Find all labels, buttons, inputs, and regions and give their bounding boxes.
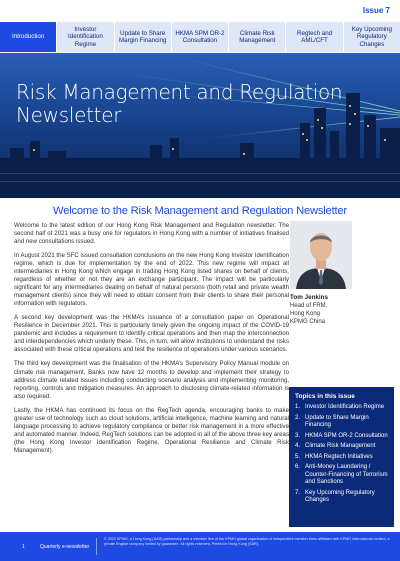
section-nav bbox=[0, 22, 400, 52]
topic-link[interactable]: 7. Key Upcoming Regulatory Changes bbox=[295, 489, 375, 503]
nav-tab-share-margin-financing[interactable]: Update to Share Margin Financing bbox=[115, 22, 172, 52]
nav-tab-hkma-spm[interactable]: HKMA SPM OR-2 Consultation bbox=[172, 22, 229, 52]
author-name: Tom Jenkins bbox=[290, 294, 329, 301]
topic-link[interactable]: 3. HKMA SPM OR-2 Consultation bbox=[295, 432, 388, 439]
hero-banner bbox=[0, 53, 400, 198]
nav-tab-introduction[interactable]: Introduction bbox=[0, 22, 57, 52]
footer-divider bbox=[96, 538, 97, 555]
nav-tab-investor-identification[interactable]: Investor Identification Regime bbox=[57, 22, 114, 52]
paragraph: Lastly, the HKMA has continued its focus on the RegTech agenda, encouraging banks to make greater use of technology such as cloud solutions, artificial intelligence, machine learning and natural language processing to achieve regulatory compliance or better risk management in a more effective and automated manner. Indeed, RegTech solutions can be adopted in all of the above three key areas (the Hong Kong Investor Identification Regime, Operational Resilience and Climate Risk Management). bbox=[14, 406, 289, 454]
topics-heading: Topics in this issue bbox=[295, 393, 355, 400]
footer-label: Quarterly e-newsletter bbox=[40, 544, 90, 550]
author-role: Head of FRM, Hong Kong KPMG China bbox=[290, 303, 328, 325]
nav-tab-regtech-aml[interactable]: Regtech and AML/CFT bbox=[286, 22, 343, 52]
nav-tab-regulatory-changes[interactable]: Key Upcoming Regulatory Changes bbox=[344, 22, 400, 52]
author-photo bbox=[290, 221, 352, 289]
topic-link[interactable]: 6. Anti-Money Laundering / Counter-Financing of Terrorism and Sanctions bbox=[295, 464, 388, 485]
article-body bbox=[14, 222, 289, 461]
welcome-heading: Welcome to the Risk Management and Regulation Newsletter bbox=[53, 205, 347, 217]
topic-link[interactable]: 2. Update to Share Margin Financing bbox=[295, 414, 369, 428]
paragraph: Welcome to the latest edition of our Hong Kong Risk Management and Regulation newsletter. The second half of 2021 was a busy one for regulators in Hong Kong with a number of initiatives finalised and new consultations issued. bbox=[14, 222, 289, 246]
page-number: 1 bbox=[22, 544, 25, 550]
paragraph: The third key development was the finalisation of the HKMA’s Supervisory Policy Manual module on climate risk management. Banks now have 12 months to develop and implement their strategy to address climate related issues including conducting scenario analysis and implementing monitoring, reporting, controls and mitigation measures. An approach to disclosing climate-related information is also required. bbox=[14, 360, 289, 400]
topics-box bbox=[289, 387, 394, 527]
issue-number: Issue 7 bbox=[362, 6, 390, 15]
topic-link[interactable]: 4. Climate Risk Management bbox=[295, 443, 376, 449]
footer-bar bbox=[0, 532, 400, 561]
paragraph: In August 2021 the SFC issued consultation conclusions on the new Hong Kong Investor Identification regime, which is due for implementation by the end of 2022. This new regime will impact all intermediaries in Hong Kong which engage in trading Hong Kong listed shares on behalf of clients, regardless of whether or not they are an exchange participant. The impact will be particularly significant for any intermediaries dealing on behalf of natural persons (both retail and private wealth management clients) since they will need to obtain consent from their clients to share their personal information with regulators. bbox=[14, 252, 289, 308]
footer-legal: © 2022 KPMG, a Hong Kong (SAR) partnership and a member firm of the KPMG global organisation of independent member firms affiliated with KPMG International Limited, a private English company limited by guarantee. All rights reserved. Printed in Hong Kong (SAR). bbox=[104, 537, 390, 546]
nav-tab-climate-risk[interactable]: Climate Risk Management bbox=[229, 22, 286, 52]
paragraph: A second key development was the HKMA’s issuance of a consultation paper on Operational Resilience in December 2021. This is particularly timely given the ongoing impact of the COVID-19 pandemic and includes a requirement to identify critical operations and then map the interconnection and interdependencies which underly these. This, in turn, will allow institutions to understand the risks associated with these critical operations and test the resilience of operations under various scenarios. bbox=[14, 314, 289, 354]
newsletter-title: Risk Management and Regulation Newsletter bbox=[16, 80, 343, 127]
topic-link[interactable]: 5. HKMA Regtech Initiatives bbox=[295, 453, 373, 460]
topic-link[interactable]: 1. Investor Identification Regime bbox=[295, 404, 385, 410]
